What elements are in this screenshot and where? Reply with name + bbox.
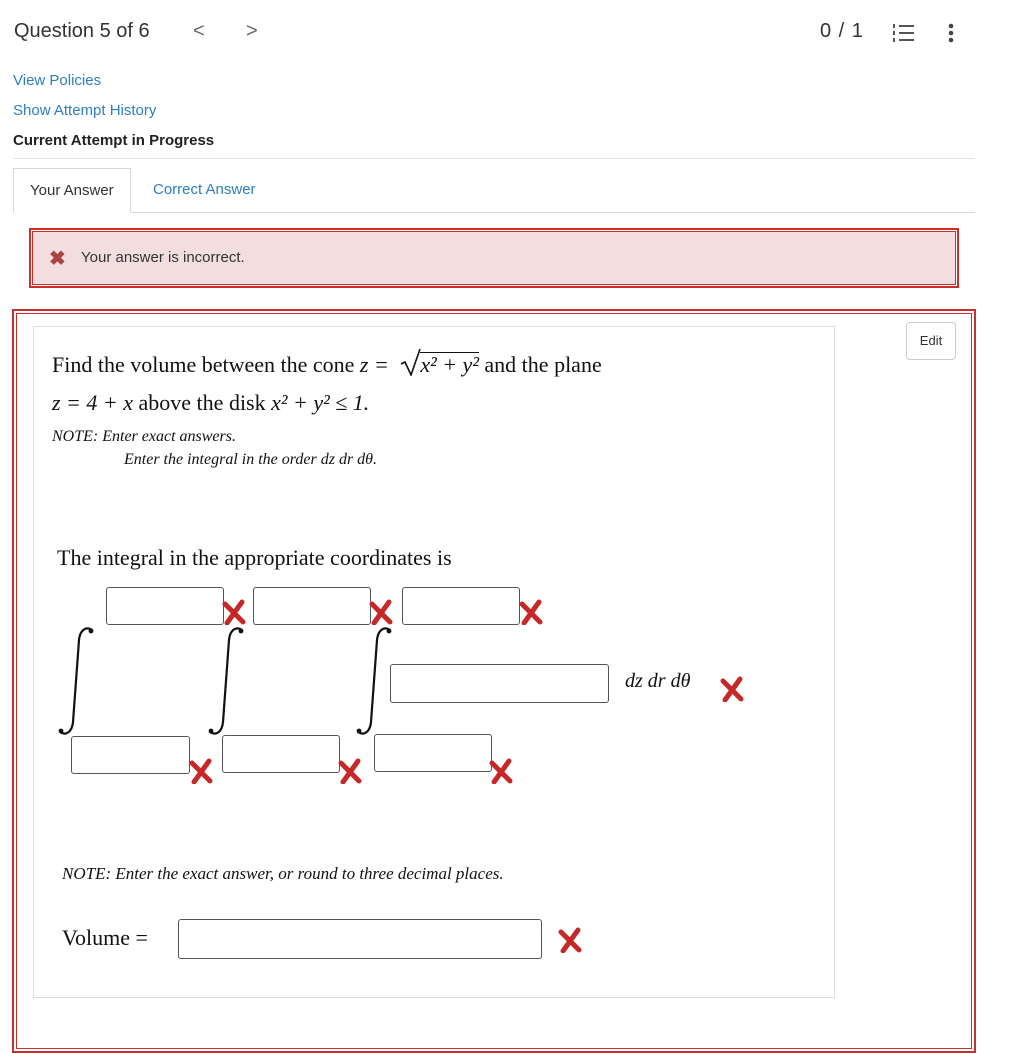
problem-statement-line2 xyxy=(52,390,369,416)
outer-lower-limit-input[interactable] xyxy=(71,736,190,774)
question-title: Question 5 of 6 xyxy=(14,20,150,42)
middle-lower-limit-input[interactable] xyxy=(222,735,340,773)
incorrect-x-icon xyxy=(337,758,363,784)
incorrect-x-icon xyxy=(188,758,214,784)
note-round-answer: NOTE: Enter the exact answer, or round to three decimal places. xyxy=(62,864,504,883)
tab-correct-answer[interactable]: Correct Answer xyxy=(153,181,256,198)
score-display: 0 / 1 xyxy=(820,20,864,42)
current-attempt-label: Current Attempt in Progress xyxy=(13,132,215,149)
answer-tabs xyxy=(13,168,975,213)
show-attempt-history-link[interactable]: Show Attempt History xyxy=(13,102,157,119)
sqrt-symbol xyxy=(400,348,422,376)
sqrt-radicand: x² + y² xyxy=(420,352,479,377)
integral-sign-outer xyxy=(58,626,94,736)
problem-text-2: and the plane xyxy=(478,352,602,377)
view-policies-link[interactable]: View Policies xyxy=(13,72,102,89)
outer-upper-limit-input[interactable] xyxy=(106,587,224,625)
integral-caption: The integral in the appropriate coordinates is xyxy=(57,545,452,570)
sqrt-expression xyxy=(400,352,479,378)
note-integral-order: Enter the integral in the order dz dr dθ. xyxy=(124,451,378,468)
problem-statement-line1 xyxy=(52,352,602,378)
incorrect-x-icon xyxy=(488,758,514,784)
incorrect-banner xyxy=(29,228,959,288)
differentials: dz dr dθ xyxy=(625,670,691,692)
problem-text-3: above the disk xyxy=(133,390,272,415)
incorrect-x-icon xyxy=(719,676,745,702)
list-icon[interactable] xyxy=(890,20,916,46)
note-exact-answers: NOTE: Enter exact answers. xyxy=(52,428,236,445)
integrand-input[interactable] xyxy=(390,664,609,703)
incorrect-x-icon xyxy=(518,599,544,625)
volume-label: Volume = xyxy=(62,925,148,950)
integral-sign-inner xyxy=(356,626,392,736)
top-bar xyxy=(0,0,1009,68)
incorrect-x-icon xyxy=(221,599,247,625)
middle-upper-limit-input[interactable] xyxy=(253,587,371,625)
next-question-button[interactable]: > xyxy=(246,20,258,42)
incorrect-x-icon xyxy=(557,927,583,953)
problem-text-1: Find the volume between the cone xyxy=(52,352,360,377)
question-body xyxy=(33,326,835,998)
tab-your-answer[interactable]: Your Answer xyxy=(13,168,131,213)
kebab-menu-icon[interactable] xyxy=(946,20,956,46)
plane-equation: z = 4 + x xyxy=(52,390,134,415)
volume-input[interactable] xyxy=(178,919,542,959)
incorrect-x-icon xyxy=(368,599,394,625)
inner-lower-limit-input[interactable] xyxy=(374,734,492,772)
integral-sign-middle xyxy=(208,626,244,736)
math-z-equals: z = xyxy=(359,352,389,377)
disk-inequality: x² + y² ≤ 1. xyxy=(271,390,370,415)
x-icon: ✖ xyxy=(49,248,66,270)
previous-question-button[interactable]: < xyxy=(193,20,205,42)
edit-button[interactable]: Edit xyxy=(906,322,956,360)
incorrect-message: Your answer is incorrect. xyxy=(81,249,245,266)
divider xyxy=(13,158,975,159)
inner-upper-limit-input[interactable] xyxy=(402,587,520,625)
